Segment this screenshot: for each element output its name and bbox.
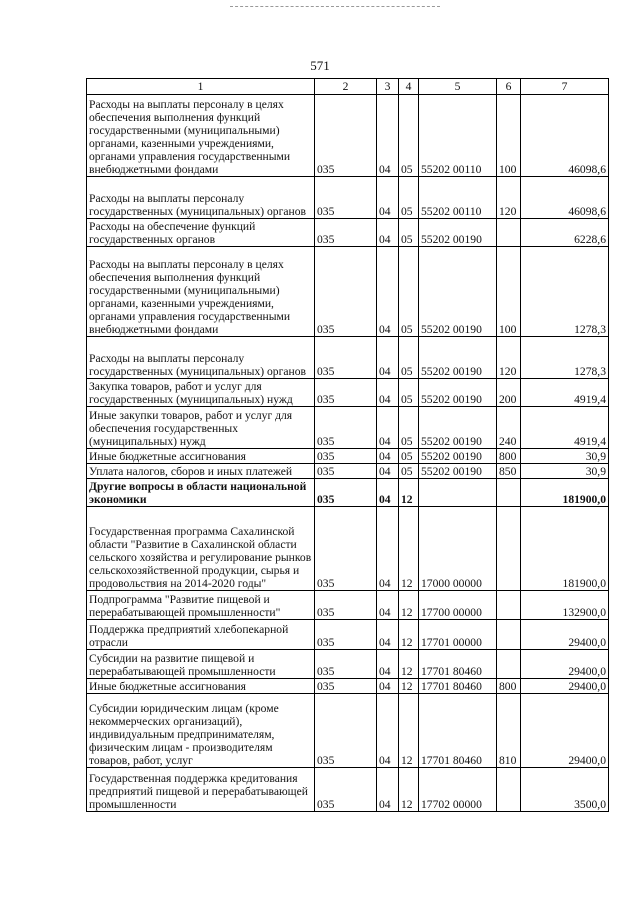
cell-gr: 035 — [315, 337, 377, 379]
cell-rz: 04 — [377, 650, 399, 679]
cell-rz: 04 — [377, 337, 399, 379]
table-row — [87, 407, 609, 449]
cell-csr: 55202 00110 — [419, 95, 497, 177]
cell-vr: 120 — [497, 177, 521, 219]
table-row — [87, 337, 609, 379]
cell-vr — [497, 650, 521, 679]
cell-name: Иные бюджетные ассигнования — [87, 679, 315, 694]
table-row — [87, 95, 609, 177]
cell-pr: 12 — [399, 694, 419, 768]
cell-name: Расходы на выплаты персоналу в целях обеспечения выполнения функций государственными (муниципальными) органами, казенными учреждениями, органами управления государственными внебюджетными фондами — [87, 247, 315, 337]
cell-pr: 05 — [399, 219, 419, 247]
page-number: 571 — [310, 58, 330, 73]
cell-vr — [497, 768, 521, 812]
cell-pr: 12 — [399, 479, 419, 507]
cell-rz: 04 — [377, 407, 399, 449]
cell-vr — [497, 591, 521, 620]
table-row — [87, 464, 609, 479]
cell-rz: 04 — [377, 95, 399, 177]
cell-gr: 035 — [315, 620, 377, 650]
cell-sum: 29400,0 — [521, 679, 609, 694]
cell-vr: 800 — [497, 679, 521, 694]
cell-pr: 12 — [399, 620, 419, 650]
cell-sum: 46098,6 — [521, 95, 609, 177]
cell-name: Государственная программа Сахалинской области "Развитие в Сахалинской области сельского хозяйства и регулирование рынков сельскохозяйственной продукции, сырья и продовольствия на 2014-2020 годы" — [87, 507, 315, 591]
cell-pr: 12 — [399, 768, 419, 812]
cell-rz: 04 — [377, 177, 399, 219]
cell-vr — [497, 507, 521, 591]
cell-sum: 1278,3 — [521, 337, 609, 379]
cell-vr — [497, 219, 521, 247]
cell-name: Государственная поддержка кредитования предприятий пищевой и перерабатывающей промышленности — [87, 768, 315, 812]
cell-name: Другие вопросы в области национальной экономики — [87, 479, 315, 507]
cell-name: Расходы на обеспечение функций государственных органов — [87, 219, 315, 247]
cell-name: Расходы на выплаты персоналу в целях обеспечения выполнения функций государственными (муниципальными) органами, казенными учреждениями, органами управления государственными внебюджетными фондами — [87, 95, 315, 177]
table-row — [87, 620, 609, 650]
cell-name: Уплата налогов, сборов и иных платежей — [87, 464, 315, 479]
cell-sum: 29400,0 — [521, 694, 609, 768]
cell-csr: 55202 00190 — [419, 337, 497, 379]
cell-name: Иные закупки товаров, работ и услуг для обеспечения государственных (муниципальных) нужд — [87, 407, 315, 449]
cell-gr: 035 — [315, 464, 377, 479]
cell-gr: 035 — [315, 694, 377, 768]
cell-sum: 30,9 — [521, 464, 609, 479]
cell-name: Поддержка предприятий хлебопекарной отрасли — [87, 620, 315, 650]
cell-sum: 29400,0 — [521, 620, 609, 650]
cell-gr: 035 — [315, 449, 377, 464]
cell-rz: 04 — [377, 620, 399, 650]
cell-pr: 05 — [399, 95, 419, 177]
cell-vr: 100 — [497, 247, 521, 337]
column-header: 1 — [87, 79, 315, 95]
table-row — [87, 219, 609, 247]
cell-name: Субсидии юридическим лицам (кроме некоммерческих организаций), индивидуальным предпринимателям, физическим лицам - производителям товаров, работ, услуг — [87, 694, 315, 768]
column-header: 6 — [497, 79, 521, 95]
cell-gr: 035 — [315, 679, 377, 694]
column-header: 7 — [521, 79, 609, 95]
cell-pr: 05 — [399, 177, 419, 219]
table-row — [87, 694, 609, 768]
cell-sum: 30,9 — [521, 449, 609, 464]
cell-gr: 035 — [315, 650, 377, 679]
cell-gr: 035 — [315, 507, 377, 591]
cell-sum: 6228,6 — [521, 219, 609, 247]
cell-sum: 29400,0 — [521, 650, 609, 679]
cell-csr: 55202 00190 — [419, 449, 497, 464]
cell-gr: 035 — [315, 95, 377, 177]
cell-pr: 12 — [399, 591, 419, 620]
cell-csr — [419, 479, 497, 507]
cell-csr: 55202 00110 — [419, 177, 497, 219]
cell-name: Расходы на выплаты персоналу государственных (муниципальных) органов — [87, 337, 315, 379]
cell-pr: 12 — [399, 507, 419, 591]
cell-pr: 12 — [399, 679, 419, 694]
table-header-row — [87, 79, 609, 95]
budget-table — [86, 78, 609, 812]
cell-rz: 04 — [377, 679, 399, 694]
cell-vr: 810 — [497, 694, 521, 768]
cell-rz: 04 — [377, 694, 399, 768]
cell-rz: 04 — [377, 464, 399, 479]
cell-pr: 05 — [399, 337, 419, 379]
cell-csr: 55202 00190 — [419, 219, 497, 247]
cell-vr — [497, 620, 521, 650]
cell-rz: 04 — [377, 479, 399, 507]
column-header: 4 — [399, 79, 419, 95]
cell-gr: 035 — [315, 379, 377, 407]
cell-csr: 17000 00000 — [419, 507, 497, 591]
column-header: 3 — [377, 79, 399, 95]
cell-rz: 04 — [377, 591, 399, 620]
cell-gr: 035 — [315, 177, 377, 219]
cell-vr: 120 — [497, 337, 521, 379]
table-row — [87, 177, 609, 219]
cell-sum: 181900,0 — [521, 479, 609, 507]
table-row — [87, 507, 609, 591]
cell-pr: 05 — [399, 379, 419, 407]
table-row — [87, 768, 609, 812]
cell-vr: 240 — [497, 407, 521, 449]
table-row — [87, 379, 609, 407]
table-row — [87, 479, 609, 507]
cell-sum: 4919,4 — [521, 379, 609, 407]
cell-csr: 17701 80460 — [419, 694, 497, 768]
column-header: 5 — [419, 79, 497, 95]
cell-sum: 3500,0 — [521, 768, 609, 812]
cell-gr: 035 — [315, 479, 377, 507]
cell-rz: 04 — [377, 768, 399, 812]
cell-vr: 200 — [497, 379, 521, 407]
column-header: 2 — [315, 79, 377, 95]
cell-gr: 035 — [315, 219, 377, 247]
cell-name: Иные бюджетные ассигнования — [87, 449, 315, 464]
cell-csr: 55202 00190 — [419, 247, 497, 337]
cell-gr: 035 — [315, 407, 377, 449]
cell-vr: 800 — [497, 449, 521, 464]
cell-csr: 17701 00000 — [419, 620, 497, 650]
cell-gr: 035 — [315, 591, 377, 620]
cell-rz: 04 — [377, 219, 399, 247]
cell-sum: 132900,0 — [521, 591, 609, 620]
cell-name: Подпрограмма "Развитие пищевой и перерабатывающей промышленности" — [87, 591, 315, 620]
cell-pr: 12 — [399, 650, 419, 679]
cell-csr: 17701 80460 — [419, 650, 497, 679]
cell-vr — [497, 479, 521, 507]
cell-name: Субсидии на развитие пищевой и перерабатывающей промышленности — [87, 650, 315, 679]
cell-gr: 035 — [315, 768, 377, 812]
cell-pr: 05 — [399, 407, 419, 449]
cell-sum: 4919,4 — [521, 407, 609, 449]
cell-csr: 17702 00000 — [419, 768, 497, 812]
cell-rz: 04 — [377, 507, 399, 591]
table-row — [87, 449, 609, 464]
cell-rz: 04 — [377, 449, 399, 464]
cell-rz: 04 — [377, 247, 399, 337]
cell-vr: 100 — [497, 95, 521, 177]
table-row — [87, 650, 609, 679]
cell-sum: 1278,3 — [521, 247, 609, 337]
cell-gr: 035 — [315, 247, 377, 337]
cell-csr: 17700 00000 — [419, 591, 497, 620]
cell-sum: 181900,0 — [521, 507, 609, 591]
table-row — [87, 591, 609, 620]
cell-vr: 850 — [497, 464, 521, 479]
cell-name: Закупка товаров, работ и услуг для государственных (муниципальных) нужд — [87, 379, 315, 407]
cell-pr: 05 — [399, 247, 419, 337]
cell-pr: 05 — [399, 449, 419, 464]
table-row — [87, 247, 609, 337]
cell-csr: 55202 00190 — [419, 464, 497, 479]
cell-pr: 05 — [399, 464, 419, 479]
table-row — [87, 679, 609, 694]
cell-rz: 04 — [377, 379, 399, 407]
cell-csr: 17701 80460 — [419, 679, 497, 694]
cell-csr: 55202 00190 — [419, 379, 497, 407]
cell-csr: 55202 00190 — [419, 407, 497, 449]
cell-name: Расходы на выплаты персоналу государственных (муниципальных) органов — [87, 177, 315, 219]
scan-artifact-line — [230, 6, 440, 7]
cell-sum: 46098,6 — [521, 177, 609, 219]
